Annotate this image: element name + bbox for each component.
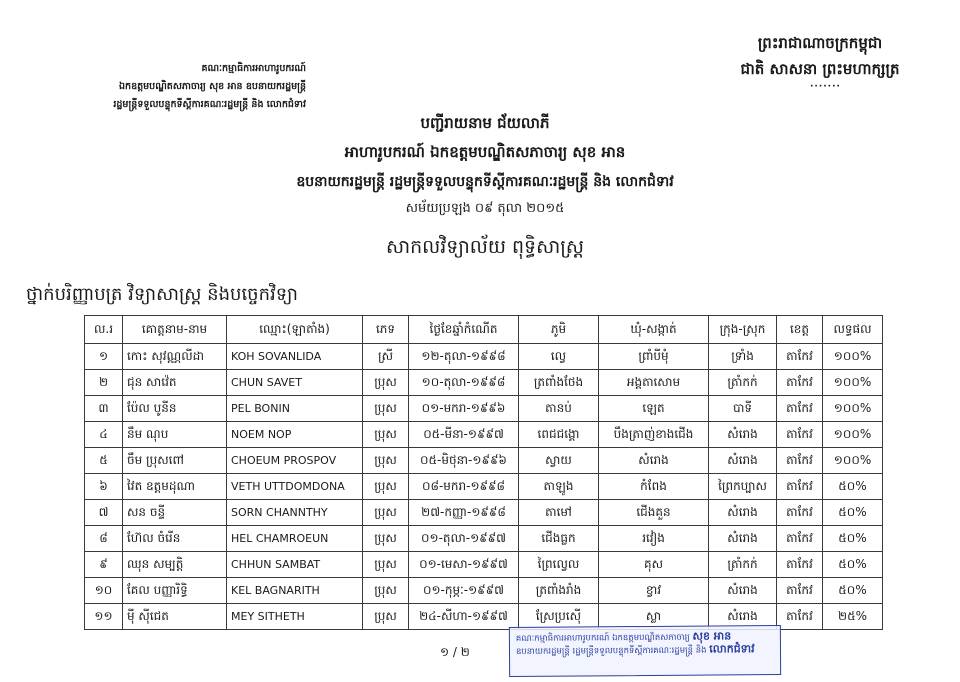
committee-header-line: រដ្ឋមន្ត្រីទទួលបន្ទុកទីស្តីការគណៈរដ្ឋមន្ត្រី និង លោកជំទាវ <box>113 99 306 110</box>
cell-col-latin-name: CHOEUM PROSPOV <box>227 448 363 474</box>
sponsor-title: ឧបនាយករដ្ឋមន្ត្រី រដ្ឋមន្ត្រីទទួលបន្ទុកទីស្តីការគណៈរដ្ឋមន្ត្រី និង លោកជំទាវ <box>296 174 674 190</box>
cell-col-fullname: នឹម ណុប <box>123 422 227 448</box>
degree-section-title: ថ្នាក់បរិញ្ញាបត្រ វិទ្យាសាស្ត្រ និងបច្ចេកវិទ្យា <box>26 284 298 305</box>
cell-col-district: សំរោង <box>709 422 777 448</box>
stamp-line <box>516 643 774 658</box>
table-row <box>85 344 883 370</box>
cell-col-commune: ខ្វាវ <box>599 578 709 604</box>
cell-col-district: សំរោង <box>709 526 777 552</box>
cell-col-province: តាកែវ <box>777 448 823 474</box>
cell-col-result: ៥០% <box>823 526 883 552</box>
cell-col-dob: ០១-មេសា-១៩៩៧ <box>409 552 519 578</box>
cell-col-dob: ០៥-មិថុនា-១៩៩៦ <box>409 448 519 474</box>
cell-col-result: ១០០% <box>823 448 883 474</box>
committee-stamp <box>509 625 781 677</box>
ornament-divider: ······· <box>810 82 841 92</box>
cell-col-fullname: សន ចន្ទី <box>123 500 227 526</box>
cell-col-result: ១០០% <box>823 370 883 396</box>
header-col-district: ក្រុង-ស្រុក <box>709 316 777 344</box>
cell-col-latin-name: KEL BAGNARITH <box>227 578 363 604</box>
table-row <box>85 500 883 526</box>
committee-header <box>56 60 306 114</box>
exam-session: សម័យប្រឡង ០៩ តុលា ២០១៥ <box>405 201 565 216</box>
header-col-village: ភូមិ <box>519 316 599 344</box>
cell-col-village: ពេជជង្គោ <box>519 422 599 448</box>
cell-col-result: ៥០% <box>823 552 883 578</box>
stamp-text: លោកជំទាវ <box>709 642 755 656</box>
cell-col-dob: ០១-កុម្ភៈ-១៩៩៧ <box>409 578 519 604</box>
cell-col-dob: ០៥-មីនា-១៩៩៧ <box>409 422 519 448</box>
cell-col-no: ១១ <box>85 604 123 630</box>
document-title: បញ្ជីរាយនាម ជ័យលាភី <box>420 114 550 132</box>
cell-col-latin-name: VETH UTTDOMDONA <box>227 474 363 500</box>
cell-col-village: តានប់ <box>519 396 599 422</box>
cell-col-fullname: ម៉ី ស៊ីជេត <box>123 604 227 630</box>
cell-col-no: ៣ <box>85 396 123 422</box>
cell-col-commune: ស្លា <box>599 604 709 630</box>
cell-col-sex: ប្រុស <box>363 500 409 526</box>
cell-col-fullname: ជុន សាវ៉េត <box>123 370 227 396</box>
cell-col-no: ២ <box>85 370 123 396</box>
cell-col-village: តាឡូង <box>519 474 599 500</box>
cell-col-sex: ប្រុស <box>363 526 409 552</box>
cell-col-no: ៥ <box>85 448 123 474</box>
committee-header-line: ឯកឧត្តមបណ្ឌិតសភាចារ្យ សុខ អាន ឧបនាយករដ្ឋមន្ត្រី <box>119 81 306 92</box>
cell-col-province: តាកែវ <box>777 396 823 422</box>
header-col-sex: ភេទ <box>363 316 409 344</box>
cell-col-district: សំរោង <box>709 578 777 604</box>
cell-col-dob: ០១-មករា-១៩៩៦ <box>409 396 519 422</box>
cell-col-village: ព្រៃល្វេល <box>519 552 599 578</box>
page-number: ១ / ២ <box>440 645 470 659</box>
header-col-latin-name: ឈ្មោះ(ឡាតាំង) <box>227 316 363 344</box>
cell-col-latin-name: CHUN SAVET <box>227 370 363 396</box>
cell-col-result: ១០០% <box>823 344 883 370</box>
table-row <box>85 552 883 578</box>
cell-col-commune: សំរោង <box>599 448 709 474</box>
cell-col-fullname: ប៉ែល បូនីន <box>123 396 227 422</box>
header-col-no: ល.រ <box>85 316 123 344</box>
cell-col-province: តាកែវ <box>777 500 823 526</box>
cell-col-commune: រវៀង <box>599 526 709 552</box>
cell-col-dob: ២៤-សីហា-១៩៩៧ <box>409 604 519 630</box>
cell-col-village: ស្រែប្រស៊ើ <box>519 604 599 630</box>
cell-col-commune: ឡេត <box>599 396 709 422</box>
cell-col-province: តាកែវ <box>777 552 823 578</box>
cell-col-district: ទ្រាំង <box>709 344 777 370</box>
stamp-text: សុខ អាន <box>692 629 732 643</box>
cell-col-no: ៨ <box>85 526 123 552</box>
table-row <box>85 448 883 474</box>
cell-col-no: ៩ <box>85 552 123 578</box>
cell-col-village: ស្វាយ <box>519 448 599 474</box>
header-col-province: ខេត្ត <box>777 316 823 344</box>
university-name: សាកលវិទ្យាល័យ ពុទ្ធិសាស្ត្រ <box>386 236 584 258</box>
kingdom-motto <box>700 30 940 92</box>
kingdom-name: ព្រះរាជាណាចក្រកម្ពុជា <box>757 34 883 52</box>
cell-col-no: ១ <box>85 344 123 370</box>
cell-col-fullname: វៃត ឧត្តមដុណា <box>123 474 227 500</box>
cell-col-latin-name: HEL CHAMROEUN <box>227 526 363 552</box>
cell-col-no: ៦ <box>85 474 123 500</box>
cell-col-result: ១០០% <box>823 396 883 422</box>
cell-col-fullname: ចឹម ប្រុសពៅ <box>123 448 227 474</box>
table-row <box>85 578 883 604</box>
cell-col-province: តាកែវ <box>777 604 823 630</box>
cell-col-dob: ០៨-មករា-១៩៩៨ <box>409 474 519 500</box>
cell-col-fullname: គែល បញ្ញារិទ្ធិ <box>123 578 227 604</box>
cell-col-sex: ប្រុស <box>363 474 409 500</box>
cell-col-province: តាកែវ <box>777 422 823 448</box>
header-col-commune: ឃុំ-សង្កាត់ <box>599 316 709 344</box>
cell-col-latin-name: NOEM NOP <box>227 422 363 448</box>
cell-col-no: ៧ <box>85 500 123 526</box>
cell-col-dob: ២៧-កញ្ញា-១៩៩៨ <box>409 500 519 526</box>
cell-col-province: តាកែវ <box>777 526 823 552</box>
cell-col-village: តាមៅ <box>519 500 599 526</box>
cell-col-province: តាកែវ <box>777 344 823 370</box>
cell-col-sex: ប្រុស <box>363 370 409 396</box>
cell-col-sex: ប្រុស <box>363 396 409 422</box>
cell-col-village: ល្វេ <box>519 344 599 370</box>
committee-header-line: គណៈកម្មាធិការអាហារូបករណ៍ <box>201 63 306 74</box>
cell-col-district: សំរោង <box>709 500 777 526</box>
cell-col-latin-name: PEL BONIN <box>227 396 363 422</box>
cell-col-result: ១០០% <box>823 422 883 448</box>
cell-col-sex: ប្រុស <box>363 422 409 448</box>
table-header-row <box>85 316 883 344</box>
header-col-result: លទ្ធផល <box>823 316 883 344</box>
stamp-text: ឧបនាយករដ្ឋមន្ត្រី រដ្ឋមន្ត្រីទទួលបន្ទុកទីស្តីការគណៈរដ្ឋមន្ត្រី និង <box>515 645 707 657</box>
cell-col-district: សំរោង <box>709 604 777 630</box>
cell-col-district: សំរោង <box>709 448 777 474</box>
cell-col-province: តាកែវ <box>777 474 823 500</box>
cell-col-sex: ប្រុស <box>363 604 409 630</box>
cell-col-fullname: ឈុន សម្បត្តិ <box>123 552 227 578</box>
cell-col-village: ត្រពាំងថែង <box>519 370 599 396</box>
table-row <box>85 370 883 396</box>
cell-col-latin-name: KOH SOVANLIDA <box>227 344 363 370</box>
cell-col-dob: ១២-តុលា-១៩៩៨ <box>409 344 519 370</box>
cell-col-village: ជើងធ្លក <box>519 526 599 552</box>
cell-col-dob: ១០-តុលា-១៩៩៨ <box>409 370 519 396</box>
cell-col-result: ៥០% <box>823 474 883 500</box>
cell-col-no: ១០ <box>85 578 123 604</box>
cell-col-commune: គុស <box>599 552 709 578</box>
cell-col-district: ព្រៃកប្បាស <box>709 474 777 500</box>
stamp-text: គណៈកម្មាធិការអាហារូបករណ៍ ឯកឧត្តមបណ្ឌិតសភាចារ្យ <box>515 632 690 644</box>
winners-table <box>84 315 883 630</box>
cell-col-province: តាកែវ <box>777 578 823 604</box>
cell-col-fullname: កោះ សុវណ្ណលីដា <box>123 344 227 370</box>
cell-col-commune: ព្រាំបីមុំ <box>599 344 709 370</box>
table-row <box>85 474 883 500</box>
scholarship-title: អាហារូបករណ៍ ឯកឧត្តមបណ្ឌិតសភាចារ្យ សុខ អាន <box>344 143 626 161</box>
cell-col-result: ២៥% <box>823 604 883 630</box>
cell-col-district: ត្រាំកក់ <box>709 370 777 396</box>
cell-col-district: ត្រាំកក់ <box>709 552 777 578</box>
cell-col-sex: ប្រុស <box>363 448 409 474</box>
cell-col-latin-name: MEY SITHETH <box>227 604 363 630</box>
cell-col-result: ៥០% <box>823 578 883 604</box>
cell-col-commune: ជើងគួន <box>599 500 709 526</box>
table-row <box>85 526 883 552</box>
cell-col-commune: កំពែង <box>599 474 709 500</box>
nation-religion-king: ជាតិ សាសនា ព្រះមហាក្សត្រ <box>740 60 900 78</box>
cell-col-no: ៤ <box>85 422 123 448</box>
cell-col-latin-name: CHHUN SAMBAT <box>227 552 363 578</box>
cell-col-sex: ប្រុស <box>363 578 409 604</box>
cell-col-commune: បឹងត្រាញ់ខាងជើង <box>599 422 709 448</box>
cell-col-district: បាទី <box>709 396 777 422</box>
header-col-dob: ថ្ងៃខែឆ្នាំកំណើត <box>409 316 519 344</box>
table-row <box>85 422 883 448</box>
cell-col-result: ៥០% <box>823 500 883 526</box>
cell-col-sex: ប្រុស <box>363 552 409 578</box>
cell-col-commune: អង្គតាសោម <box>599 370 709 396</box>
cell-col-village: ត្រពាំងរាំង <box>519 578 599 604</box>
cell-col-dob: ០១-តុលា-១៩៩៧ <box>409 526 519 552</box>
cell-col-province: តាកែវ <box>777 370 823 396</box>
cell-col-sex: ស្រី <box>363 344 409 370</box>
cell-col-latin-name: SORN CHANNTHY <box>227 500 363 526</box>
table-row <box>85 396 883 422</box>
header-col-fullname: គោត្តនាម-នាម <box>123 316 227 344</box>
cell-col-fullname: ហ៊ែល ចំរើន <box>123 526 227 552</box>
